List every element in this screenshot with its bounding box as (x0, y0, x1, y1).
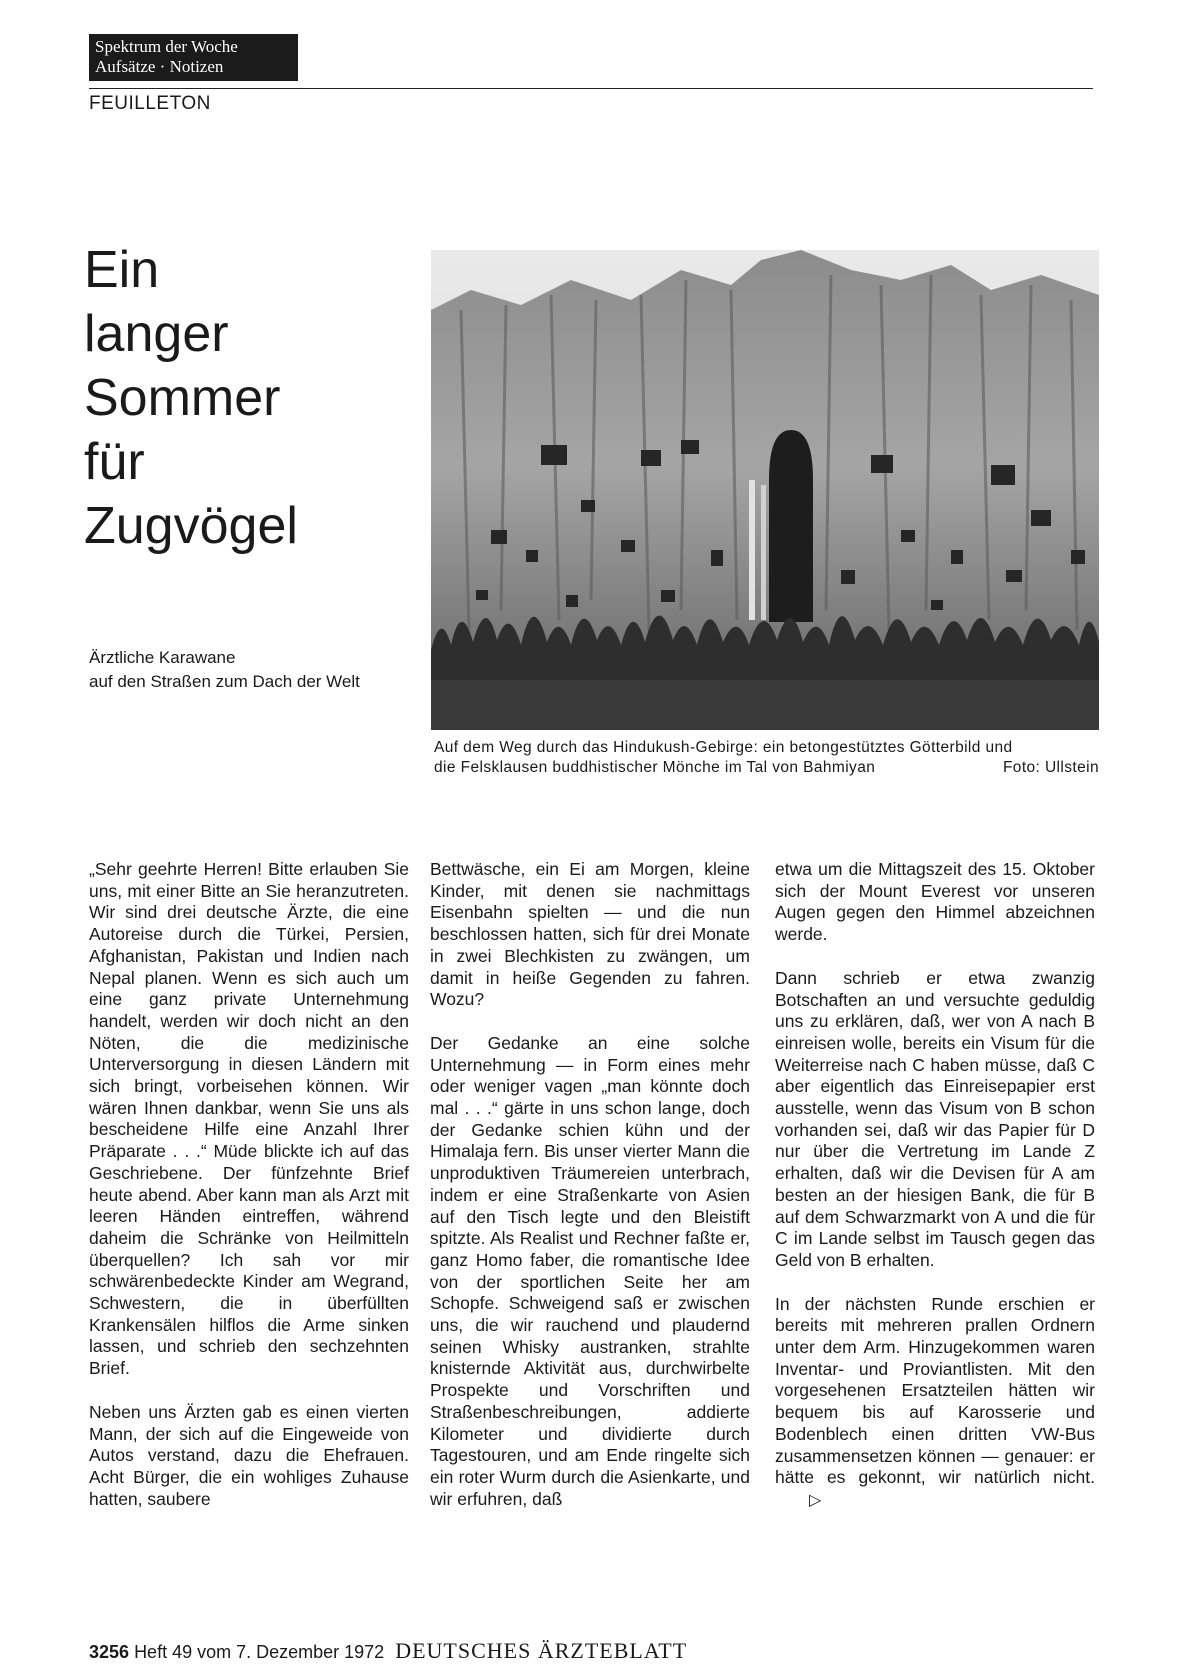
caption-line-2 (434, 758, 1099, 778)
title-line: langer (84, 305, 229, 363)
article-photo (431, 250, 1099, 730)
caption-text: Auf dem Weg durch das Hindukush-Gebirge: ein betongestütztes Götterbild und (434, 739, 1013, 756)
photo-caption (434, 738, 1099, 778)
section-label: FEUILLETON (89, 93, 211, 114)
journal-name: DEUTSCHES ÄRZTEBLATT (395, 1638, 688, 1663)
paragraph: Bettwäsche, ein Ei am Morgen, kleine Kinder, mit denen sie nachmittags Eisenbahn spielten — und die nun beschlossen hatten, sich für drei Monate in zwei Blechkisten zu zwängen, um damit in heiße Gegenden zu fahren. Wozu? (430, 859, 750, 1010)
section-badge (89, 34, 298, 81)
paragraph: Neben uns Ärzten gab es einen vierten Mann, der sich auf die Eingeweide von Autos verstand, dazu die Ehefrauen. Acht Bürger, die ein wohliges Zuhause hatten, saubere (89, 1401, 409, 1509)
article-subtitle (89, 646, 360, 694)
subtitle-line: Ärztliche Karawane (89, 648, 236, 667)
photo-credit: Foto: Ullstein (1002, 759, 1099, 776)
header-rule (89, 88, 1093, 89)
paragraph: Der Gedanke an eine solche Unternehmung — in Form eines mehr oder weniger vagen „man könnte doch mal . . .“ gärte in uns schon lange, doch der Gedanke schien kühn und der Himalaja fern. Bis unser vierter Mann die unproduktiven Träumereien unterbrach, indem er eine Straßenkarte von Asien auf den Tisch legte und den Bleistift spitzte. Als Realist und Rechner faßte er, ganz Homo faber, die romantische Idee von der sportlichen Seite her am Schopfe. Schweigend saß er zwischen uns, die wir rauchend und plaudernd seinen Whisky austranken, strahlte knisternde Aktivität aus, durchwirbelte Prospekte und Vorschriften und Straßenbeschreibungen, addierte Kilometer und dividierte durch Tagestouren, und am Ende ringelte sich ein roter Wurm durch die Asienkarte, und wir erfuhren, daß (430, 1032, 750, 1509)
paragraph-last (775, 1294, 1095, 1512)
body-column-2 (430, 859, 750, 1532)
title-line: Ein (84, 241, 160, 299)
body-column-1 (89, 859, 409, 1532)
page-footer (89, 1638, 687, 1664)
paragraph-text: In der nächsten Runde erschien er bereits mit mehreren prallen Ordnern unter dem Arm. Hinzugekommen waren Inventar- und Proviantlisten. Mit den vorgesehenen Ersatzteilen hätten wir bequem bis auf Karosserie und Bodenblech einen dritten VW-Bus zusammensetzen können — genauer: er hätte es gekonnt, wir natürlich nicht. (775, 1293, 1095, 1488)
caption-text: die Felsklausen buddhistischer Mönche im Tal von Bahmiyan (434, 759, 876, 776)
paragraph: etwa um die Mittagszeit des 15. Oktober sich der Mount Everest vor unseren Augen gegen den Himmel abzeichnen werde. (775, 859, 1095, 945)
paragraph: Dann schrieb er etwa zwanzig Botschaften an und versuchte geduldig uns zu erklären, daß, wer von A nach B einreisen wolle, bereits ein Visum für die Weiterreise nach C haben müsse, daß C aber eigentlich das Einreisepapier erst ausstelle, wenn das Visum von B schon vorhanden sei, daß wir das Papier für D nur über die Vertretung im Lande Z erhalten, daß wir die Devisen für A am besten an der hiesigen Bank, die für B auf dem Schwarzmarkt von A und die für C im Lande selbst im Tausch gegen das Geld von B erhalten. (775, 967, 1095, 1270)
title-line: Sommer (84, 369, 281, 427)
title-line: Zugvögel (84, 497, 298, 555)
page-number: 3256 (89, 1642, 130, 1662)
badge-line-2: Aufsätze · Notizen (95, 57, 224, 76)
caption-line-1 (434, 738, 1099, 758)
title-line: für (84, 433, 145, 491)
subtitle-line: auf den Straßen zum Dach der Welt (89, 672, 360, 691)
body-column-3 (775, 859, 1095, 1534)
continue-arrow-icon: ▷ (809, 1491, 822, 1509)
article-title (84, 238, 298, 558)
badge-line-1: Spektrum der Woche (95, 37, 238, 56)
issue-info: Heft 49 vom 7. Dezember 1972 (134, 1642, 385, 1662)
paragraph: „Sehr geehrte Herren! Bitte erlauben Sie uns, mit einer Bitte an Sie heranzutreten. Wir sind drei deutsche Ärzte, die eine Autoreise durch die Türkei, Persien, Afghanistan, Pakistan und Indien nach Nepal planen. Wenn es sich auch um eine ganz private Unternehmung handelt, werden wir doch nicht an den Nöten, die die medizinische Unterversorgung in diesen Ländern mit sich bringt, vorbeisehen können. Wir wären Ihnen dankbar, wenn Sie uns als bescheidene Hilfe eine Anzahl Ihrer Präparate . . .“ Müde blickte ich auf das Geschriebene. Der fünfzehnte Brief heute abend. Aber kann man als Arzt mit leeren Händen eintreffen, während daheim die Schränke von Heilmitteln überquellen? Ich sah vor mir schwärenbedeckte Kinder am Wegrand, Schwestern, die in überfüllten Krankensälen hilflos die Arme sinken lassen, und schrieb den sechzehnten Brief. (89, 859, 409, 1379)
